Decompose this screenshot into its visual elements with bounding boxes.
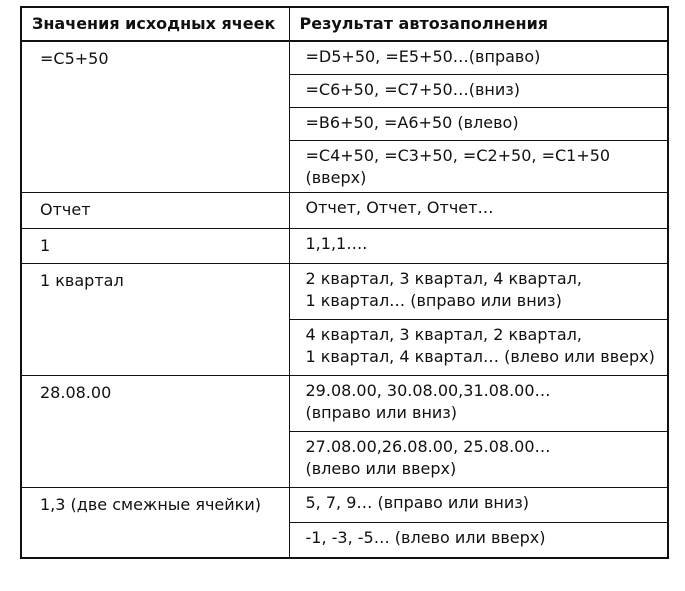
table-row — [21, 264, 668, 320]
source-cell-number: 1 — [21, 229, 289, 264]
source-cell-adjacent: 1,3 (две смежные ячейки) — [21, 488, 289, 559]
table-row — [21, 229, 668, 264]
result-cell: =C6+50, =C7+50…(вниз) — [289, 75, 668, 108]
table-row — [21, 376, 668, 432]
table-row — [21, 41, 668, 75]
result-cell: 5, 7, 9… (вправо или вниз) — [289, 488, 668, 523]
autofill-table — [20, 6, 669, 559]
result-cell: -1, -3, -5… (влево или вверх) — [289, 523, 668, 559]
table-row — [21, 193, 668, 229]
result-cell: =B6+50, =A6+50 (влево) — [289, 108, 668, 141]
source-cell-quarter: 1 квартал — [21, 264, 289, 376]
result-cell: Отчет, Отчет, Отчет… — [289, 193, 668, 229]
result-cell: 2 квартал, 3 квартал, 4 квартал, 1 квартал… (вправо или вниз) — [289, 264, 668, 320]
source-cell-date: 28.08.00 — [21, 376, 289, 488]
header-autofill-result: Результат автозаполнения — [289, 7, 668, 41]
result-cell: 1,1,1…. — [289, 229, 668, 264]
source-cell-text: Отчет — [21, 193, 289, 229]
table-row — [21, 488, 668, 523]
result-cell: 29.08.00, 30.08.00,31.08.00… (вправо или вниз) — [289, 376, 668, 432]
source-cell-formula: =C5+50 — [21, 41, 289, 193]
result-cell: =C4+50, =C3+50, =C2+50, =C1+50 (вверх) — [289, 141, 668, 193]
result-cell: 4 квартал, 3 квартал, 2 квартал, 1 квартал, 4 квартал… (влево или вверх) — [289, 320, 668, 376]
header-source-values: Значения исходных ячеек — [21, 7, 289, 41]
header-row — [21, 7, 668, 41]
result-cell: =D5+50, =E5+50…(вправо) — [289, 41, 668, 75]
result-cell: 27.08.00,26.08.00, 25.08.00… (влево или вверх) — [289, 432, 668, 488]
